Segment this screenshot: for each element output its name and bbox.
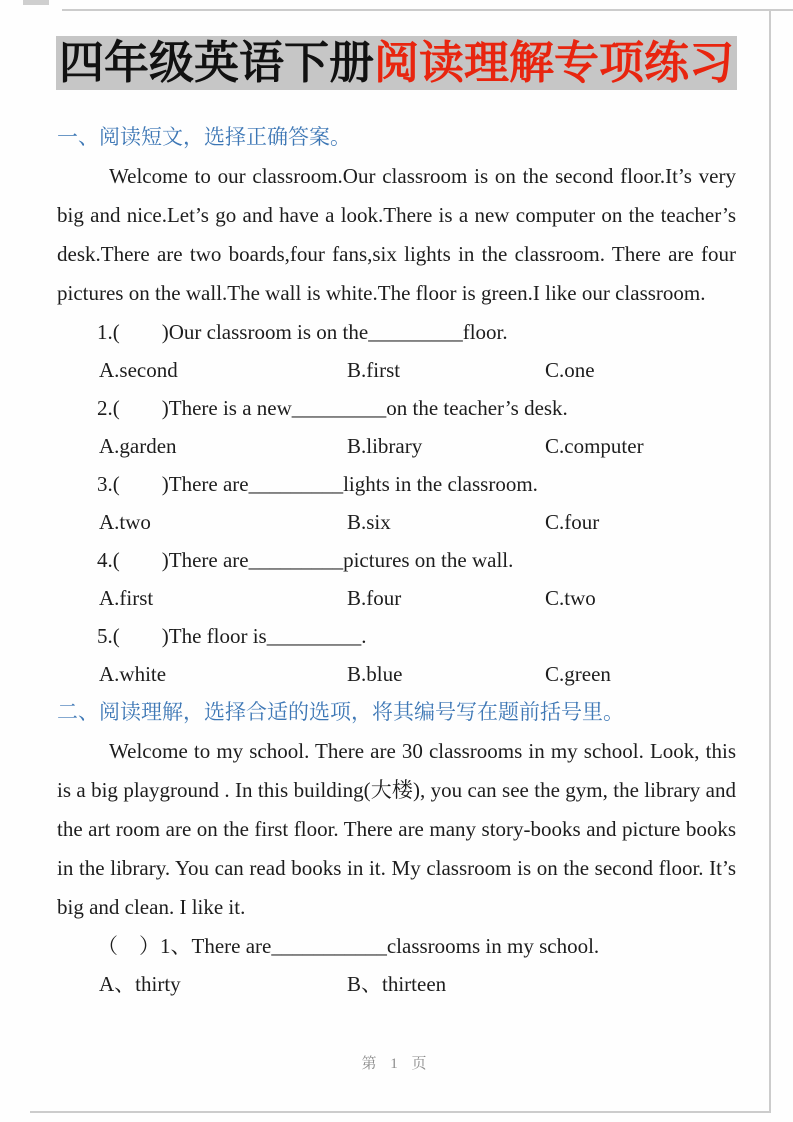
option-b: B.first [347,358,401,382]
question-line-5: 5.( )The floor is_________. [97,624,367,648]
option-c: C.computer [545,434,644,458]
option-c: C.green [545,662,611,686]
option-c: C.four [545,510,600,534]
option-c: C.one [545,358,595,382]
page-border-bottom [30,1111,771,1113]
question-line-2: 2.( )There is a new_________on the teacher’s desk. [97,396,568,420]
option-a: A、thirty [99,972,181,996]
page-border-top [62,9,793,11]
question-line-3: 3.( )There are_________lights in the classroom. [97,472,538,496]
option-b: B、thirteen [347,972,447,996]
option-a: A.garden [99,434,177,458]
worksheet-content [57,118,736,1003]
section2-question-line-1: （ ）1、There are___________classrooms in my school. [97,934,600,958]
page-number: 第 1 页 [361,1056,432,1072]
section1-passage: Welcome to our classroom.Our classroom is on the second floor.It’s very big and nice.Let’s go and have a look.There is a new computer on the teacher’s desk.There are two boards,four fans,six lights in the classroom. There are four pictures on the wall.The wall is white.The floor is green.I like our classroom. [57,164,736,305]
page-title [56,36,737,90]
section2-heading: 二、阅读理解，选择合适的选项，将其编号写在题前括号里。 [57,700,624,724]
page-title-red: 阅读理解专项练习 [374,37,735,88]
option-a: A.two [99,510,151,534]
question-line-1: 1.( )Our classroom is on the_________floor. [97,320,508,344]
options-row-1 [57,351,736,389]
option-b: B.four [347,586,402,610]
option-a: A.white [99,662,167,686]
question-line-4: 4.( )There are_________pictures on the wall. [97,548,514,572]
option-c: C.two [545,586,596,610]
option-b: B.library [347,434,423,458]
option-b: B.blue [347,662,403,686]
page-border-right [769,9,771,1112]
option-a: A.second [99,358,178,382]
title-row [0,0,793,90]
option-b: B.six [347,510,391,534]
page-title-black: 四年级英语下册 [58,37,374,88]
option-a: A.first [99,586,154,610]
section2-passage: Welcome to my school. There are 30 classrooms in my school. Look, this is a big playground . In this building(大楼), you can see the gym, the library and the art room are on the first floor. There are many story-books and picture books in the library. You can read books in it. My classroom is on the second floor. It’s big and clean. I like it. [57,739,736,919]
options-row-4 [57,579,736,617]
section1-heading: 一、阅读短文，选择正确答案。 [57,125,351,149]
scan-corner-mark [23,0,49,5]
options-row-5 [57,655,736,693]
options-row-2 [57,427,736,465]
options-row-3 [57,503,736,541]
section2-options-row-1 [57,965,736,1003]
